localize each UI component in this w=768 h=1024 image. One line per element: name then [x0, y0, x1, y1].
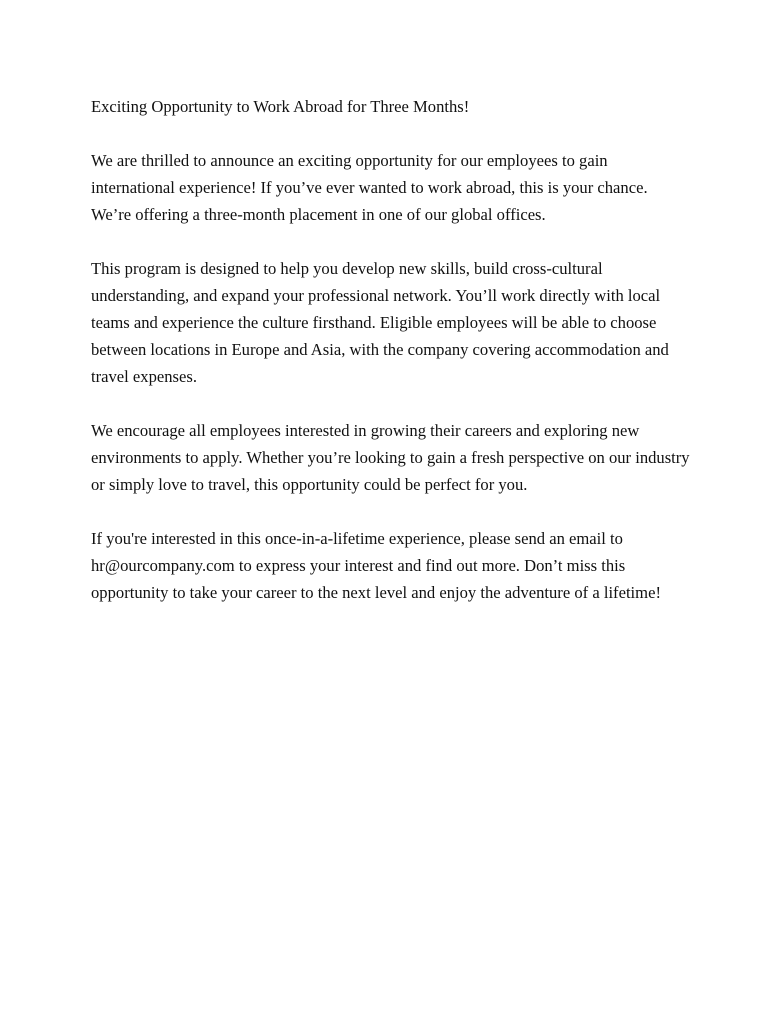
paragraph-announcement: We are thrilled to announce an exciting opportunity for our employees to gain international experience! If you’ve ever wanted to work abroad, this is your chance. We’re offering a three-month placement in one of our global offices.	[91, 151, 648, 224]
closing-text-before-email: If you're interested in this once-in-a-lifetime experience, please send an email to	[91, 529, 623, 548]
hr-email-link[interactable]: hr@ourcompany.com	[91, 556, 235, 575]
document-body	[91, 93, 691, 606]
paragraph-encouragement: We encourage all employees interested in growing their careers and exploring new environments to apply. Whether you’re looking to gain a fresh perspective on our industry or simply love to travel, this opportunity could be perfect for you.	[91, 421, 690, 494]
paragraph-program-details: This program is designed to help you develop new skills, build cross-cultural understanding, and expand your professional network. You’ll work directly with local teams and experience the culture firsthand. Eligible employees will be able to choose between locations in Europe and Asia, with the company covering accommodation and travel expenses.	[91, 259, 669, 386]
document-title: Exciting Opportunity to Work Abroad for Three Months!	[91, 97, 470, 116]
closing-text-after-email: to express your interest and find out more. Don’t miss this opportunity to take your career to the next level and enjoy the adventure of a lifetime!	[91, 556, 661, 602]
paragraph-closing	[91, 525, 691, 606]
